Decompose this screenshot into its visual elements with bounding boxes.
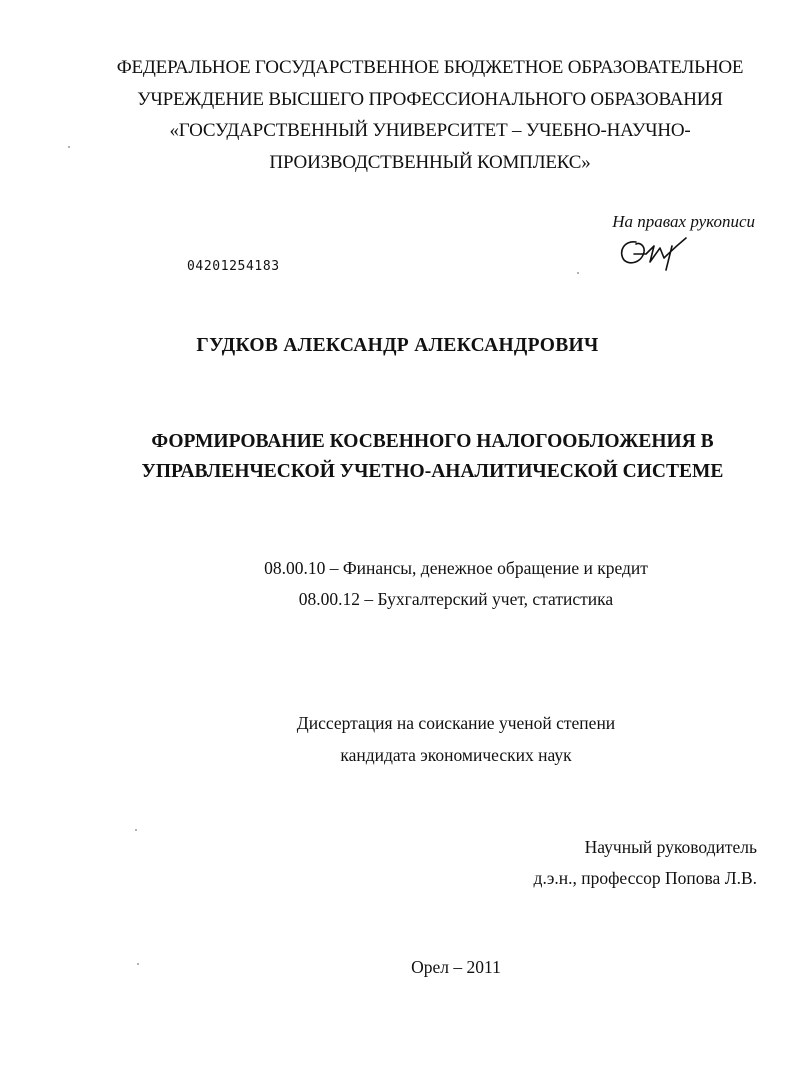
- handwritten-signature-icon: [614, 232, 694, 272]
- supervisor-block: [534, 832, 757, 894]
- institution-line: УЧРЕЖДЕНИЕ ВЫСШЕГО ПРОФЕССИОНАЛЬНОГО ОБРАЗОВАНИЯ: [137, 88, 723, 110]
- supervisor-name: д.э.н., профессор Попова Л.В.: [533, 868, 757, 888]
- specialty-codes: [0, 553, 795, 615]
- dissertation-title: [0, 427, 795, 487]
- scan-speck: [68, 146, 70, 148]
- place-and-year: Орел – 2011: [411, 957, 501, 977]
- scan-speck: [137, 963, 139, 965]
- degree-line: Диссертация на соискание ученой степени: [296, 713, 616, 733]
- title-line: УПРАВЛЕНЧЕСКОЙ УЧЕТНО-АНАЛИТИЧЕСКОЙ СИСТЕМЕ: [141, 461, 724, 482]
- specialty-line: 08.00.10 – Финансы, денежное обращение и кредит: [264, 558, 648, 578]
- title-line: ФОРМИРОВАНИЕ КОСВЕННОГО НАЛОГООБЛОЖЕНИЯ В: [151, 431, 714, 452]
- scan-speck: [577, 272, 579, 274]
- institution-line: ПРОИЗВОДСТВЕННЫЙ КОМПЛЕКС»: [269, 151, 591, 173]
- rights-note: На правах рукописи: [612, 212, 755, 231]
- institution-line: «ГОСУДАРСТВЕННЫЙ УНИВЕРСИТЕТ – УЧЕБНО-НАУЧНО-: [169, 120, 691, 141]
- scan-speck: [135, 829, 137, 831]
- specialty-line: 08.00.12 – Бухгалтерский учет, статистика: [298, 589, 614, 609]
- institution-name: [60, 52, 795, 178]
- catalog-number: 04201254183: [187, 259, 280, 274]
- institution-line: ФЕДЕРАЛЬНОЕ ГОСУДАРСТВЕННОЕ БЮДЖЕТНОЕ ОБРАЗОВАТЕЛЬНОЕ: [116, 57, 744, 78]
- supervisor-label: Научный руководитель: [584, 837, 757, 857]
- degree-statement: [0, 707, 795, 771]
- degree-line: кандидата экономических наук: [340, 745, 572, 765]
- author-name: ГУДКОВ АЛЕКСАНДР АЛЕКСАНДРОВИЧ: [196, 335, 599, 356]
